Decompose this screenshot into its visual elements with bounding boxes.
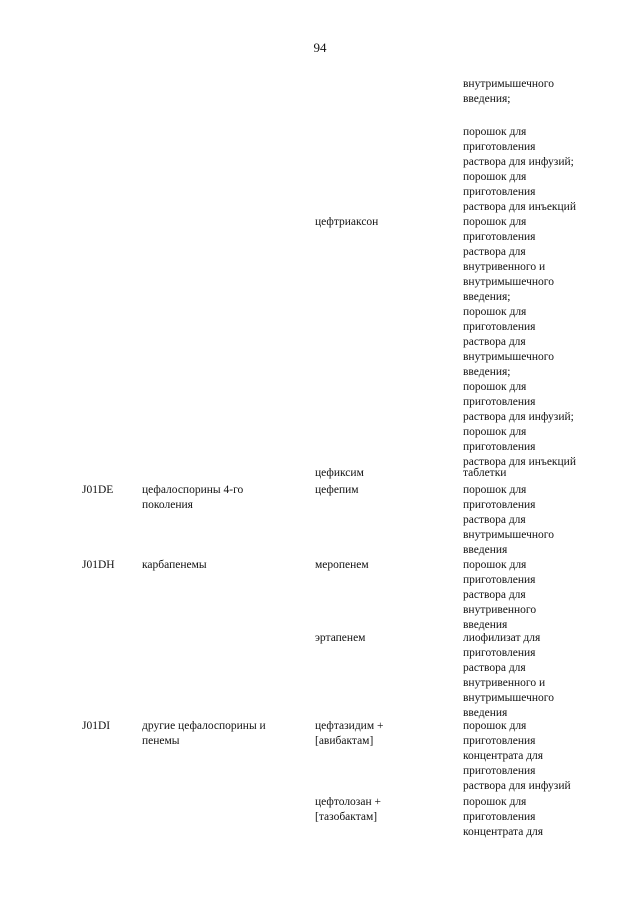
dosage-form-cell (463, 125, 576, 215)
drug-name: цефтолозан + (315, 796, 381, 808)
dosage-line: внутримышечного (463, 276, 554, 288)
dosage-form-cell (463, 466, 506, 481)
group-line: другие цефалоспорины и (142, 720, 266, 732)
drug-name: цефтазидим + (315, 720, 384, 732)
atc-code-cell (82, 558, 115, 573)
drug-name-cell (315, 631, 365, 646)
drug-name-cell (315, 558, 369, 573)
atc-code-cell (82, 719, 110, 734)
drug-name-cell (315, 466, 364, 481)
dosage-line: введения (463, 619, 508, 631)
atc-code-cell (82, 483, 113, 498)
dosage-line: приготовления (463, 811, 536, 823)
dosage-line: введения (463, 707, 508, 719)
dosage-line: внутримышечного (463, 692, 554, 704)
page-number: 94 (313, 40, 327, 55)
group-name-cell (142, 558, 207, 573)
drug-name-cell (315, 719, 383, 749)
dosage-line: введения (463, 544, 508, 556)
dosage-line: введения; (463, 93, 511, 105)
group-name-cell (142, 719, 266, 749)
drug-name: эртапенем (315, 632, 366, 644)
dosage-form-cell (463, 719, 571, 794)
dosage-line: порошок для (463, 426, 527, 438)
dosage-line: приготовления (463, 231, 536, 243)
dosage-line: порошок для (463, 484, 527, 496)
group-line: цефалоспорины 4-го (142, 484, 244, 496)
dosage-line: порошок для (463, 720, 527, 732)
dosage-line: раствора для (463, 662, 526, 674)
dosage-line: концентрата для (463, 826, 544, 838)
dosage-form-cell (463, 795, 543, 840)
dosage-line: порошок для (463, 126, 527, 138)
dosage-line: приготовления (463, 396, 536, 408)
dosage-line: внутримышечного (463, 529, 554, 541)
dosage-line: раствора для (463, 514, 526, 526)
drug-name: [авибактам] (315, 735, 374, 747)
dosage-line: раствора для (463, 336, 526, 348)
dosage-line: введения; (463, 366, 511, 378)
dosage-line: внутримышечного (463, 351, 554, 363)
drug-name-cell (315, 795, 381, 825)
dosage-line: приготовления (463, 735, 536, 747)
dosage-line: внутривенного (463, 604, 537, 616)
dosage-line: раствора для инфузий (463, 780, 571, 792)
dosage-line: приготовления (463, 141, 536, 153)
drug-name: меропенем (315, 559, 369, 571)
dosage-line: раствора для инфузий; (463, 156, 574, 168)
dosage-line: порошок для (463, 171, 527, 183)
dosage-form-cell (463, 558, 536, 633)
dosage-line: введения; (463, 291, 511, 303)
group-line: карбапенемы (142, 559, 207, 571)
dosage-line: приготовления (463, 647, 536, 659)
dosage-line: приготовления (463, 765, 536, 777)
dosage-line: внутривенного и (463, 677, 546, 689)
dosage-line: приготовления (463, 574, 536, 586)
dosage-line: порошок для (463, 306, 527, 318)
atc-code: J01DH (82, 559, 115, 571)
dosage-line: концентрата для (463, 750, 544, 762)
group-name-cell (142, 483, 243, 513)
drug-name: цефепим (315, 484, 359, 496)
group-line: поколения (142, 499, 193, 511)
dosage-line: раствора для инъекций (463, 201, 576, 213)
drug-name-cell (315, 483, 359, 498)
dosage-line: таблетки (463, 467, 507, 479)
dosage-line: раствора для (463, 589, 526, 601)
dosage-line: приготовления (463, 321, 536, 333)
dosage-line: порошок для (463, 216, 527, 228)
group-line: пенемы (142, 735, 180, 747)
dosage-line: приготовления (463, 499, 536, 511)
dosage-form-cell (463, 631, 554, 721)
dosage-line: внутримышечного (463, 78, 554, 90)
drug-name: [тазобактам] (315, 811, 378, 823)
dosage-line: раствора для инфузий; (463, 411, 574, 423)
dosage-form-cell (463, 77, 554, 107)
dosage-line: порошок для (463, 381, 527, 393)
dosage-form-cell (463, 483, 554, 558)
dosage-line: лиофилизат для (463, 632, 541, 644)
dosage-line: порошок для (463, 559, 527, 571)
drug-name-cell (315, 215, 378, 230)
dosage-line: приготовления (463, 186, 536, 198)
dosage-line: порошок для (463, 796, 527, 808)
dosage-form-cell (463, 215, 576, 470)
dosage-line: внутривенного и (463, 261, 546, 273)
atc-code: J01DI (82, 720, 111, 732)
drug-name: цефиксим (315, 467, 364, 479)
dosage-line: раствора для (463, 246, 526, 258)
atc-code: J01DE (82, 484, 114, 496)
drug-name: цефтриаксон (315, 216, 379, 228)
dosage-line: приготовления (463, 441, 536, 453)
dosage-line: раствора для инъекций (463, 456, 576, 468)
